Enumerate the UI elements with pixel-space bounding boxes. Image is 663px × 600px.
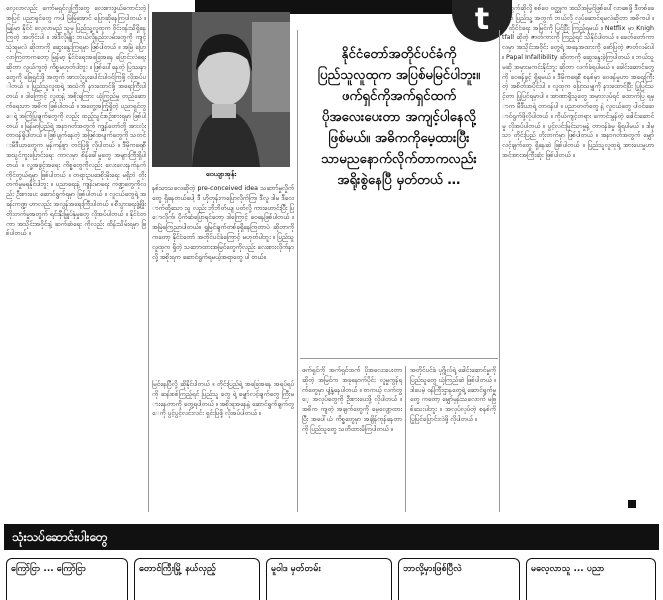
related-article-thumb[interactable]: ဘာလို့မှားဖြစ်ပြီလဲ	[398, 558, 520, 600]
column-divider	[148, 4, 149, 512]
pull-quote-line: ဖြစ်မယ်။ အဓိကကိုမေ့ထားပြီး	[328, 131, 470, 146]
article-column-left: လေ့လာလည်း ကော်မရှင်လူကြီးတွေ လေးစားဖွယ်ကောင်းတဲ့အပြင် ပညာရှင်တွေ ကပါ မြဲမြံအောင် ပြောဆိုနေကြပါတယ် ။ မြန်မာ နိုင်ငံ လေ့လာမည် သူမှ ပြည်သူ့လူထုက ဝိုင်းဝန်းသိရှိနေကြတဲ့ အတိုင်းပါ ။ အဲဒီလိုမျိုး ဘယ်လိုနည်းလမ်းတွေကို ကျင့်သုံးရမလဲ ဆိုတာကို ဆွေးနွေးကြရမှာ ဖြစ်ပါတယ် ။ အမြဲ ပြောလာကြတာကတော့ မြန်မာ့ နိုင်ငံရေးအခြေအနေ ပြောင်းလဲရေးဆိုတာ လွယ်ကူတဲ့ ကိစ္စမဟုတ်ပါဘူး ။ ဖြစ်ပေါ်နေတဲ့ ပြဿနာတွေကို ဖြေရှင်းဖို့ အတွက် အားလုံးပူးပေါင်းပါဝင်ကြဖို့ လိုအပ်ပါတယ် ။ ပြည်သူလူထုရဲ့ အသံကို နားထောင်ဖို့ အရေးကြီးပါတယ် ။ ဒါကြောင့် လူထုနဲ့ အစိုးရကြား ယုံကြည်မှု တည်ဆောက်ရေးဟာ အဓိက ဖြစ်ပါတယ် ။ အတွေ့အကြုံရှိတဲ့ ပညာရှင်တွေရဲ့ အကြံပြုချက်တွေကို လည်း ထည့်သွင်းစဉ်းစားရမှာ ဖြစ်ပါတယ် ။ မြန်မာပြည်ရဲ့ အနာဂတ်အတွက် ကျွန်တော်တို့ အားလုံး တာဝန်ရှိပါတယ် ။ ဖြစ်ပျက်နေတဲ့ အဖြစ်အပျက်တွေကို သတင်းမီဒီယာတွေက မှန်ကန်စွာ တင်ပြဖို့ လိုပါတယ် ။ ဒီမိုကရေစီ အသွင်ကူးပြောင်းရေး ကာလမှာ စိန်ခေါ်မှုတွေ အများကြီးရှိပါတယ် ။ လူ့အခွင့်အရေး ကိစ္စတွေကိုလည်း လေးလေးနက်နက် ကိုင်တွယ်ရမှာ ဖြစ်ပါတယ် ။ တရားဥပဒေစိုးမိုးရေး မရှိဘဲ တိုးတက်မှုမရနိုင်ပါဘူး ။ ပညာရေးနဲ့ ကျန်းမာရေး ကဏ္ဍတွေကိုလည်း ဦးစားပေး ဆောင်ရွက်ရမှာ ဖြစ်ပါတယ် ။ လူငယ်တွေရဲ့ အခန်းကဏ္ဍ ဟာလည်း အလွန်အရေးကြီးပါတယ် ။ စီးပွားရေးဖွံ့ဖြိုးတိုးတက်မှုအတွက် ရင်းနှီးမြှုပ်နှံမှုတွေ လိုအပ်ပါတယ် ။ နိုင်ငံတကာ အသိုင်းအဝိုင်းနဲ့ ဆက်ဆံရေး ကိုလည်း ထိန်းသိမ်းရမှာ ဖြစ်ပါတယ် ။	[6, 5, 146, 238]
pull-quote-line: သာမညနောက်လိုက်တာကလည်း	[321, 152, 477, 167]
section-badge: t	[452, 0, 512, 42]
article-column-center: မြင်နေပြီလို့ ဆိုနိုင်ပါတယ် ။ တိုင်းပြည်ရဲ့ အခြေအနေ အရပ်ရပ်ကို ဆန်းစစ်ကြည့်ရင် ပြည်သူ တွေ ရဲ့ မျှော်လင့်ချက်တွေ ကြီးမားနေတာကို တွေ့ရပါတယ် ။ အစိုးရအနေနဲ့ ဆောင်ရွက်ချက်တွေကို ပွင့်ပွင့်လင်းလင်း ရှင်းပြဖို့ လိုအပ်ပါတယ် ။	[152, 381, 294, 418]
related-section-title: သုံးသပ်ဆောင်းပါးတွေ	[12, 530, 108, 544]
portrait-image	[152, 12, 290, 167]
article-intro: နစ်သာသလေဆိုတဲ့ pre-conceived idea သဘော်မှုလှိုက်တွေ ရှိနေတယ်ပေါ့ ဒီ ဟိုတုန်းကပြောလိုက်ကြ၊ ဒီလူ ဒါမ ဒီလောက်ထို့သော သူ လည်း ဘိုဘိတ်ယျ ပတ်လို့ ကားဟောင်းပြီး ပြောလိုက်၊ ပိုက်ဆံပြောရင်တော့ ဒါကြောင့် ဝေနေဖြစ်ပါတယ် ။ အမြဲကြေညာပါတယ်။ ရှုမြင်ချက်တစ်ခုရှိနေကြတာပဲ ဆိုတာကို ကတော့ နိုင်ငံတော် အတိုင်ပင်ခံကြောင့် မဟုတ်ပါဘူး ။ ပြည်သူလူထုက ရှိတဲ့ သဘောထားအမြင်တွေကိုလည်း လေးစားလိုက်နာလို့ အစိုးရက ဆောင်ရွက်ရမယ့်အရာတွေ ပါ တယ်။	[152, 185, 294, 261]
article-column-middle: ဖက်ရှင်ကို အက်ရှင်ထက် ပိုအလေးပေးတာ ဆိုတဲ့ အမြင်က အခုနောက်ပိုင်း လူမှုကွန်ရက်တွေမှာ ပျံ့နှံ့နေပါတယ် ။ တကယ့် လက်တွေ့ အလုပ်တွေကို ဦးစားပေးဖို့ လိုပါတယ် ။ အဓိက ကျတဲ့ အချက်တွေကို မေ့လျော့ထားပြီး အပေါ်ယံ ကိစ္စတွေမှာ အချိန်ကုန်နေတာကို ပြည်သူတွေ သတိထားမိကြပါတယ် ။	[302, 367, 402, 433]
article-column-right: အတွက်ဆိုလို့ စစ်ဝေ ဝတ္ထုက အသိအမြင်ဖြစ်ပေါ်လာစေဖို့ ဒီတစ်ခေါက် ပြည်သူ့ အတွက် ဘယ်လို လုပ်ဆောင်ရမလဲဆိုတာ အဓိကပါ ။ ဒါ ထိုင်ငံရေး အမြင်ကို ပြင်ပြီး ကြည့်ရမယ် ။ Netflix မှာ Knightfall ဆိုတဲ့ ဇာတ်ကားကို ကြည့်ရင် သိနိုင်ပါတယ် ။ ခေတ်တော်ကာလမှာ အသိုင်းအဝိုင်း တွေရဲ့ အနေအထားကို ဖော်ပြတဲ့ ဇာတ်လမ်းပါ ။ Papal Infallibility ဆိုတာကို ဆွေးနွေးခဲ့ကြပါတယ် ။ ဘယ်သူမဆို အမှားမကင်းနိုင်ဘူး ဆိုတာ လက်ခံရပါမယ် ။ ခေါင်းဆောင်တွေကို ဝေဖန်ခွင့် ရှိရမယ် ။ ဒီမိုကရေစီ စနစ်မှာ ဝေဖန်မှုဟာ အရေးကြီးတဲ့ အစိတ်အပိုင်းပါ ။ လူထုက ပြောသမျှကို နားထောင်ပြီး ပြုပြင်သင့်တာ ပြုပြင်ရမှာပါ ။ အာဏာရှိသူတွေ အမှားလုပ်ရင် ထောက်ပြ ရမှာက မီဒီယာရဲ့ တာဝန်ပါ ။ ပညာတတ်တွေ နဲ့ လူငယ်တွေ ပါဝင်ဆောင်ရွက်ဖို့လိုပါတယ် ။ ကိုယ်ကျင့်တရား ကောင်းမွန်တဲ့ ခေါင်းဆောင်မှု လိုအပ်ပါတယ် ။ ပွင့်လင်းမြင်သာမှုနဲ့ တာဝန်ခံမှု ရှိရပါမယ် ။ ဒါမှသာ တိုင်းပြည် တိုးတက်မှာ ဖြစ်ပါတယ် ။ အနာဂတ်အတွက် မျှော်လင့်ချက်တွေ ရှိနေဆဲ ဖြစ်ပါတယ် ။ ပြည်သူလူထုရဲ့ အားပေးမှုဟာ အင်အားအကြီးဆုံး ဖြစ်ပါတယ် ။	[502, 5, 654, 159]
article-column-middle-right: အတိုင်ပင်ခံ ပုဂ္ဂိုလ်ရဲ့ ခေါင်းဆောင်မှုကို ပြည်သူတွေ ယုံကြည်ဆဲ ဖြစ်ပါတယ် ။ ဒါပေမဲ့ ဝန်ကြီးဌာနတွေရဲ့ ဆောင်ရွက်မှုတွေ ကတော့ မျှော်မှန်းသလောက် မဖြစ်သေးပါဘူး ။ အလုပ်လုပ်တဲ့ စနစ်ကို ပြုပြင်ပြောင်းလဲဖို့ လိုပါတယ် ။	[410, 367, 496, 423]
related-article-thumb[interactable]: တောင်ကြီးမြို့ နယ်လှည့်	[134, 558, 260, 600]
related-thumbnails	[4, 552, 659, 600]
related-article-thumb[interactable]: မူဝါဒ မှတ်တမ်း	[266, 558, 392, 600]
column-divider	[297, 30, 298, 512]
related-article-thumb[interactable]: မလေ့လာသူ ... ပညာ	[526, 558, 656, 600]
pull-quote-line: နိုင်ငံတော်အတိုင်ပင်ခံကို	[341, 47, 457, 62]
pull-quote-line: ပြည်သူလူထုက အပြစ်မမြင်ပါဘူး။	[317, 68, 481, 83]
column-divider	[499, 30, 500, 512]
column-divider	[405, 366, 406, 512]
related-article-thumb[interactable]: ကြော်ငြာ ... ကြော်ငြာ	[6, 558, 128, 600]
pull-quote-line: အရိုးစွဲနေပြီ မှတ်တယ် …	[337, 173, 461, 188]
pull-quote-line: ဖက်ရှင်ကိုအက်ရှင်ထက်	[341, 89, 457, 104]
pull-quote	[300, 44, 498, 191]
pull-quote-divider	[300, 358, 498, 359]
photo-caption: ဝေယျာအုန်း	[205, 170, 237, 178]
pull-quote-line: ပိုအလေးပေးတာ အကျင့်ပါနေလို့	[321, 110, 477, 125]
author-photo	[152, 12, 290, 167]
end-mark	[628, 500, 636, 508]
